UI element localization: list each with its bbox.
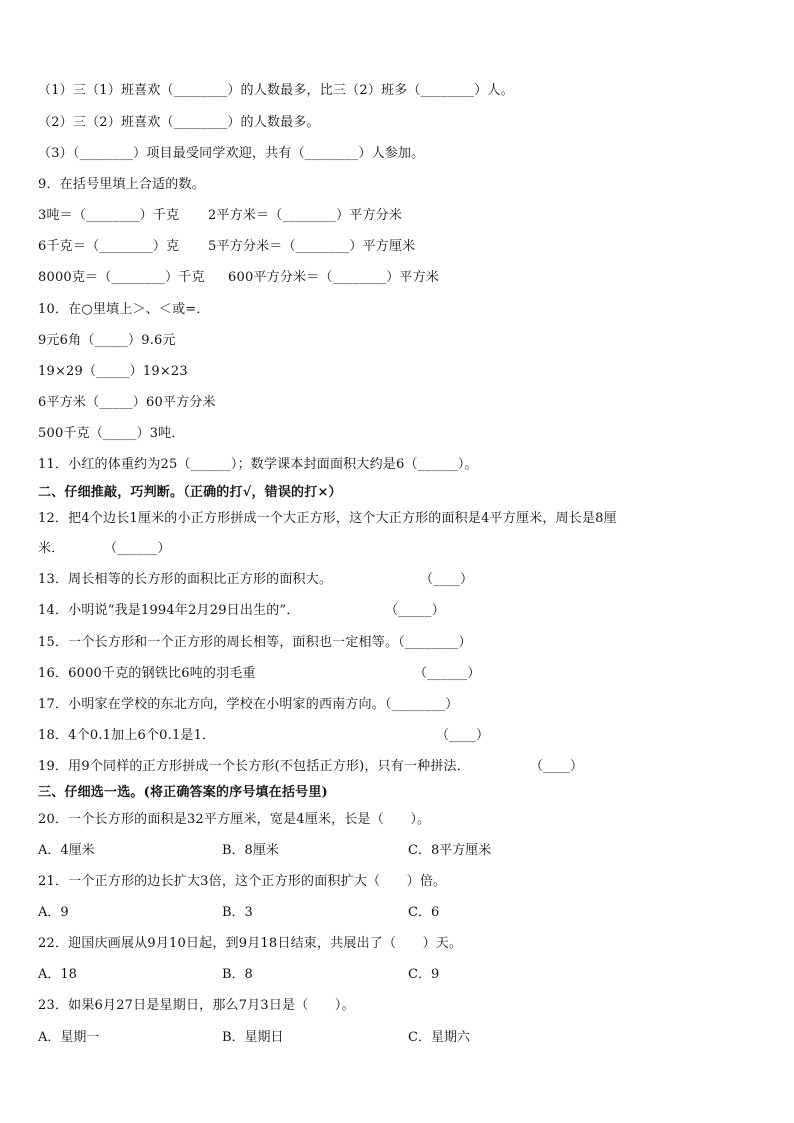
- q9-item-4: 5平方分米＝（________）平方厘米: [208, 239, 416, 254]
- q18-text: 18．4个0.1加上6个0.1是1．: [38, 728, 216, 743]
- q13-text: 13．周长相等的长方形的面积比正方形的面积大。: [38, 572, 333, 587]
- q15: 15．一个长方形和一个正方形的周长相等，面积也一定相等。（________）: [38, 635, 472, 650]
- q20-option-b: B．8厘米: [222, 843, 279, 858]
- q20-option-c: C．8平方厘米: [408, 843, 492, 858]
- q10-item-1: 9元6角（_____）9.6元: [38, 333, 176, 348]
- q23: 23．如果6月27日是星期日，那么7月3日是（ ）。: [38, 998, 355, 1013]
- q22-option-b: B．8: [222, 967, 253, 982]
- q8-part3: （3）（________）项目最受同学欢迎，共有（________）人参加。: [38, 146, 425, 161]
- q23-option-a: A．星期一: [38, 1030, 100, 1045]
- q21-option-b: B．3: [222, 905, 253, 920]
- q10-item-2: 19×29（_____）19×23: [38, 364, 188, 379]
- q18-answer-blank: （____）: [436, 728, 490, 743]
- section-3-heading: 三、仔细选一选。(将正确答案的序号填在括号里): [38, 785, 328, 800]
- q10-heading: 10．在○里填上＞、＜或=．: [38, 302, 210, 317]
- q16-answer-blank: （______）: [414, 666, 481, 681]
- q23-option-c: C．星期六: [408, 1030, 470, 1045]
- q23-option-b: B．星期日: [222, 1030, 284, 1045]
- q16-text: 16．6000千克的钢铁比6吨的羽毛重: [38, 666, 256, 681]
- q20: 20．一个长方形的面积是32平方厘米，宽是4厘米，长是（ ）。: [38, 812, 431, 827]
- section-2-heading: 二、仔细推敲，巧判断。（正确的打√，错误的打×）: [38, 485, 342, 500]
- q14-answer-blank: （_____）: [385, 603, 445, 618]
- q12-tail: 米．: [38, 541, 65, 556]
- q17: 17．小明家在学校的东北方向，学校在小明家的西南方向。（________）: [38, 697, 459, 712]
- q10-item-3: 6平方米（_____）60平方分米: [38, 395, 216, 410]
- q11: 11．小红的体重约为25（______）；数学课本封面面积大约是6（______）。: [38, 457, 478, 472]
- q9-item-2: 2平方米＝（________）平方分米: [208, 208, 403, 223]
- q21-option-c: C．6: [408, 905, 440, 920]
- q9-item-3: 6千克＝（________）克: [38, 239, 180, 254]
- q14-text: 14．小明说“我是1994年2月29日出生的”．: [38, 603, 300, 618]
- q9-item-1: 3吨＝（________）千克: [38, 208, 180, 223]
- q22: 22．迎国庆画展从9月10日起，到9月18日结束，共展出了（ ）天。: [38, 936, 463, 951]
- q10-item-4: 500千克（_____）3吨．: [38, 426, 185, 441]
- q12-line1: 12．把4个边长1厘米的小正方形拼成一个大正方形，这个大正方形的面积是4平方厘米，周长是8厘: [38, 511, 617, 526]
- q19-answer-blank: （____）: [530, 759, 584, 774]
- q21-option-a: A．9: [38, 905, 69, 920]
- q9-item-5: 8000克＝（________）千克: [38, 270, 205, 285]
- q13-answer-blank: （____）: [420, 572, 474, 587]
- q22-option-a: A．18: [38, 967, 77, 982]
- q21: 21．一个正方形的边长扩大3倍，这个正方形的面积扩大（ ）倍。: [38, 874, 447, 889]
- q20-option-a: A．4厘米: [38, 843, 95, 858]
- q8-part1: （1）三（1）班喜欢（________）的人数最多，比三（2）班多（________）人。: [38, 83, 514, 98]
- q9-heading: 9．在括号里填上合适的数。: [38, 177, 205, 192]
- q19-text: 19．用9个同样的正方形拼成一个长方形(不包括正方形)，只有一种拼法．: [38, 759, 470, 774]
- q22-option-c: C．9: [408, 967, 440, 982]
- q9-item-6: 600平方分米＝（________）平方米: [228, 270, 440, 285]
- q8-part2: （2）三（2）班喜欢（________）的人数最多。: [38, 115, 320, 130]
- q12-answer-blank: （______）: [104, 541, 171, 556]
